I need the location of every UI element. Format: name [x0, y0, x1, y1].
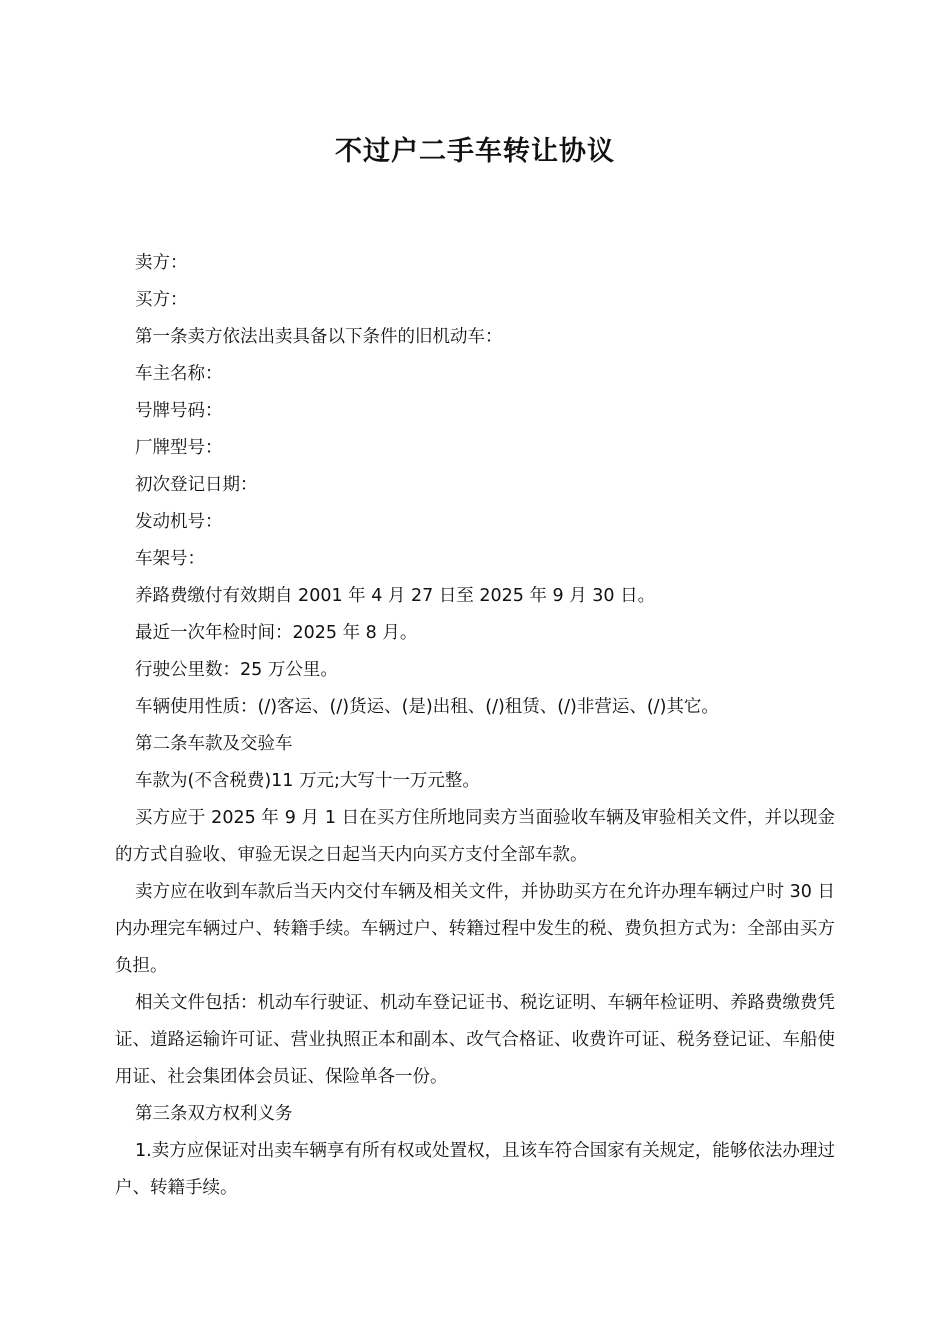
usage-nature-line: 车辆使用性质：(/)客运、(/)货运、(是)出租、(/)租赁、(/)非营运、(/)其它。 — [135, 697, 719, 717]
frame-number-line: 车架号： — [135, 549, 205, 569]
inspection-payment-paragraph: 买方应于 2025 年 9 月 1 日在买方住所地同卖方当面验收车辆及审验相关文件，并以现金的方式自验收、审验无误之日起当天内向买方支付全部车款。 — [115, 808, 835, 865]
mileage-line: 行驶公里数：25 万公里。 — [135, 660, 338, 680]
article-2-heading: 第二条车款及交验车 — [135, 734, 293, 754]
buyer-line: 买方： — [135, 290, 188, 310]
brand-model-line: 厂牌型号： — [135, 438, 223, 458]
owner-name-line: 车主名称： — [135, 364, 223, 384]
road-fee-line: 养路费缴付有效期自 2001 年 4 月 27 日至 2025 年 9 月 30 日。 — [135, 586, 656, 606]
seller-obligation-paragraph: 1.卖方应保证对出卖车辆享有所有权或处置权，且该车符合国家有关规定，能够依法办理过户、转籍手续。 — [115, 1141, 835, 1198]
delivery-transfer-paragraph: 卖方应在收到车款后当天内交付车辆及相关文件，并协助买方在允许办理车辆过户时 30 日内办理完车辆过户、转籍手续。车辆过户、转籍过程中发生的税、费负担方式为：全部由买方负担。 — [115, 882, 835, 976]
article-1-heading: 第一条卖方依法出卖具备以下条件的旧机动车： — [135, 327, 503, 347]
related-documents-paragraph: 相关文件包括：机动车行驶证、机动车登记证书、税讫证明、车辆年检证明、养路费缴费凭证、道路运输许可证、营业执照正本和副本、改气合格证、收费许可证、税务登记证、车船使用证、社会集团体会员证、保险单各一份。 — [115, 993, 835, 1087]
first-registration-line: 初次登记日期： — [135, 475, 258, 495]
price-line: 车款为(不含税费)11 万元;大写十一万元整。 — [135, 771, 480, 791]
annual-inspection-line: 最近一次年检时间：2025 年 8 月。 — [135, 623, 418, 643]
article-3-heading: 第三条双方权利义务 — [135, 1104, 293, 1124]
seller-line: 卖方： — [135, 253, 188, 273]
document-title: 不过户二手车转让协议 — [335, 136, 615, 167]
engine-number-line: 发动机号： — [135, 512, 223, 532]
document-body — [115, 245, 835, 1207]
plate-number-line: 号牌号码： — [135, 401, 223, 421]
